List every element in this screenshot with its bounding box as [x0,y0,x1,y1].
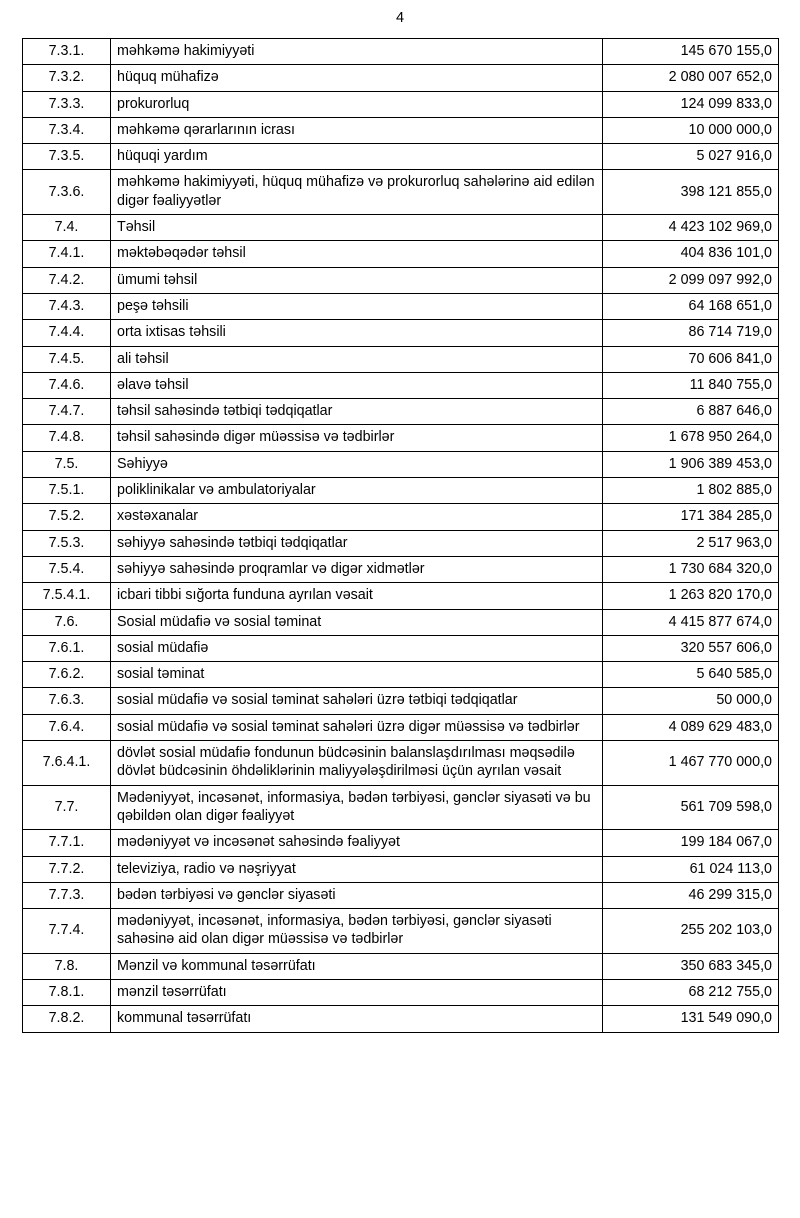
row-name: Səhiyyə [111,451,603,477]
row-amount: 46 299 315,0 [603,882,779,908]
row-name: təhsil sahəsində tətbiqi tədqiqatlar [111,399,603,425]
row-amount: 2 080 007 652,0 [603,65,779,91]
table-row [23,530,779,556]
row-code: 7.7.2. [23,856,111,882]
table-row [23,979,779,1005]
row-amount: 10 000 000,0 [603,117,779,143]
row-name: məhkəmə hakimiyyəti, hüquq mühafizə və prokurorluq sahələrinə aid edilən digər fəaliyyətlər [111,170,603,215]
row-code: 7.8. [23,953,111,979]
row-name: məhkəmə hakimiyyəti [111,39,603,65]
row-amount: 171 384 285,0 [603,504,779,530]
row-amount: 404 836 101,0 [603,241,779,267]
row-code: 7.6.4.1. [23,741,111,786]
row-code: 7.4.5. [23,346,111,372]
row-amount: 11 840 755,0 [603,372,779,398]
row-name: xəstəxanalar [111,504,603,530]
table-row [23,714,779,740]
row-amount: 68 212 755,0 [603,979,779,1005]
row-amount: 4 423 102 969,0 [603,215,779,241]
row-code: 7.4.3. [23,293,111,319]
row-name: mədəniyyət, incəsənət, informasiya, bədən tərbiyəsi, gənclər siyasəti sahəsinə aid olan digər müəssisə və tədbirlər [111,909,603,954]
row-amount: 70 606 841,0 [603,346,779,372]
row-amount: 320 557 606,0 [603,635,779,661]
table-row [23,741,779,786]
row-name: kommunal təsərrüfatı [111,1006,603,1032]
row-code: 7.6.2. [23,662,111,688]
row-name: səhiyyə sahəsində proqramlar və digər xidmətlər [111,556,603,582]
row-name: Təhsil [111,215,603,241]
row-name: ali təhsil [111,346,603,372]
row-amount: 50 000,0 [603,688,779,714]
table-row [23,451,779,477]
row-code: 7.5.4. [23,556,111,582]
row-amount: 2 099 097 992,0 [603,267,779,293]
row-name: məhkəmə qərarlarının icrası [111,117,603,143]
row-amount: 64 168 651,0 [603,293,779,319]
table-row [23,267,779,293]
table-row [23,39,779,65]
row-code: 7.4.2. [23,267,111,293]
table-row [23,609,779,635]
row-code: 7.8.2. [23,1006,111,1032]
row-name: bədən tərbiyəsi və gənclər siyasəti [111,882,603,908]
page-number: 4 [395,10,405,26]
table-row [23,662,779,688]
row-name: mədəniyyət və incəsənət sahəsində fəaliyyət [111,830,603,856]
row-code: 7.4. [23,215,111,241]
row-code: 7.4.8. [23,425,111,451]
row-name: məktəbəqədər təhsil [111,241,603,267]
row-name: orta ixtisas təhsili [111,320,603,346]
table-row [23,320,779,346]
row-code: 7.4.7. [23,399,111,425]
row-name: prokurorluq [111,91,603,117]
row-code: 7.3.3. [23,91,111,117]
row-name: hüquq mühafizə [111,65,603,91]
table-row [23,478,779,504]
table-row [23,909,779,954]
budget-table [22,38,779,1033]
budget-table-container [0,38,800,1033]
row-amount: 5 027 916,0 [603,144,779,170]
table-row [23,241,779,267]
row-code: 7.8.1. [23,979,111,1005]
row-amount: 61 024 113,0 [603,856,779,882]
table-row [23,65,779,91]
table-row [23,346,779,372]
row-name: icbari tibbi sığorta funduna ayrılan vəsait [111,583,603,609]
row-code: 7.3.4. [23,117,111,143]
row-code: 7.5.4.1. [23,583,111,609]
row-name: sosial müdafiə və sosial təminat sahələri üzrə digər müəssisə və tədbirlər [111,714,603,740]
table-row [23,399,779,425]
table-row [23,635,779,661]
row-name: mənzil təsərrüfatı [111,979,603,1005]
row-amount: 255 202 103,0 [603,909,779,954]
table-row [23,882,779,908]
row-amount: 86 714 719,0 [603,320,779,346]
table-row [23,170,779,215]
row-code: 7.3.5. [23,144,111,170]
row-amount: 5 640 585,0 [603,662,779,688]
row-code: 7.6. [23,609,111,635]
row-amount: 1 730 684 320,0 [603,556,779,582]
row-amount: 145 670 155,0 [603,39,779,65]
table-row [23,504,779,530]
row-amount: 1 802 885,0 [603,478,779,504]
row-amount: 1 467 770 000,0 [603,741,779,786]
row-code: 7.4.4. [23,320,111,346]
row-amount: 1 678 950 264,0 [603,425,779,451]
row-name: televiziya, radio və nəşriyyat [111,856,603,882]
table-row [23,293,779,319]
row-code: 7.6.4. [23,714,111,740]
row-amount: 124 099 833,0 [603,91,779,117]
table-row [23,425,779,451]
row-amount: 131 549 090,0 [603,1006,779,1032]
row-name: sosial təminat [111,662,603,688]
table-row [23,372,779,398]
row-code: 7.5. [23,451,111,477]
row-name: Sosial müdafiə və sosial təminat [111,609,603,635]
row-name: Mənzil və kommunal təsərrüfatı [111,953,603,979]
table-row [23,144,779,170]
row-name: ümumi təhsil [111,267,603,293]
row-amount: 350 683 345,0 [603,953,779,979]
row-name: hüquqi yardım [111,144,603,170]
row-name: sosial müdafiə [111,635,603,661]
row-code: 7.6.1. [23,635,111,661]
row-name: dövlət sosial müdafiə fondunun büdcəsinin balanslaşdırılması məqsədilə dövlət büdcəsinin öhdəliklərinin maliyyələşdirilməsi üçün ayrılan vəsait [111,741,603,786]
table-row [23,856,779,882]
table-row [23,830,779,856]
row-code: 7.3.1. [23,39,111,65]
row-name: poliklinikalar və ambulatoriyalar [111,478,603,504]
row-amount: 4 415 877 674,0 [603,609,779,635]
row-code: 7.7.4. [23,909,111,954]
row-code: 7.5.3. [23,530,111,556]
table-row [23,688,779,714]
budget-table-body [23,39,779,1033]
table-row [23,785,779,830]
row-code: 7.5.2. [23,504,111,530]
row-code: 7.7. [23,785,111,830]
row-code: 7.5.1. [23,478,111,504]
table-row [23,1006,779,1032]
table-row [23,91,779,117]
row-amount: 4 089 629 483,0 [603,714,779,740]
row-name: səhiyyə sahəsində tətbiqi tədqiqatlar [111,530,603,556]
row-code: 7.7.3. [23,882,111,908]
row-amount: 398 121 855,0 [603,170,779,215]
row-amount: 561 709 598,0 [603,785,779,830]
row-name: Mədəniyyət, incəsənət, informasiya, bədən tərbiyəsi, gənclər siyasəti və bu qəbildən olan digər fəaliyyət [111,785,603,830]
row-amount: 199 184 067,0 [603,830,779,856]
row-amount: 1 906 389 453,0 [603,451,779,477]
row-amount: 6 887 646,0 [603,399,779,425]
table-row [23,953,779,979]
row-name: əlavə təhsil [111,372,603,398]
table-row [23,556,779,582]
row-code: 7.4.1. [23,241,111,267]
row-code: 7.7.1. [23,830,111,856]
row-code: 7.6.3. [23,688,111,714]
table-row [23,583,779,609]
row-code: 7.4.6. [23,372,111,398]
row-name: təhsil sahəsində digər müəssisə və tədbirlər [111,425,603,451]
table-row [23,117,779,143]
row-name: sosial müdafiə və sosial təminat sahələri üzrə tətbiqi tədqiqatlar [111,688,603,714]
row-amount: 1 263 820 170,0 [603,583,779,609]
row-code: 7.3.6. [23,170,111,215]
row-amount: 2 517 963,0 [603,530,779,556]
row-code: 7.3.2. [23,65,111,91]
table-row [23,215,779,241]
row-name: peşə təhsili [111,293,603,319]
